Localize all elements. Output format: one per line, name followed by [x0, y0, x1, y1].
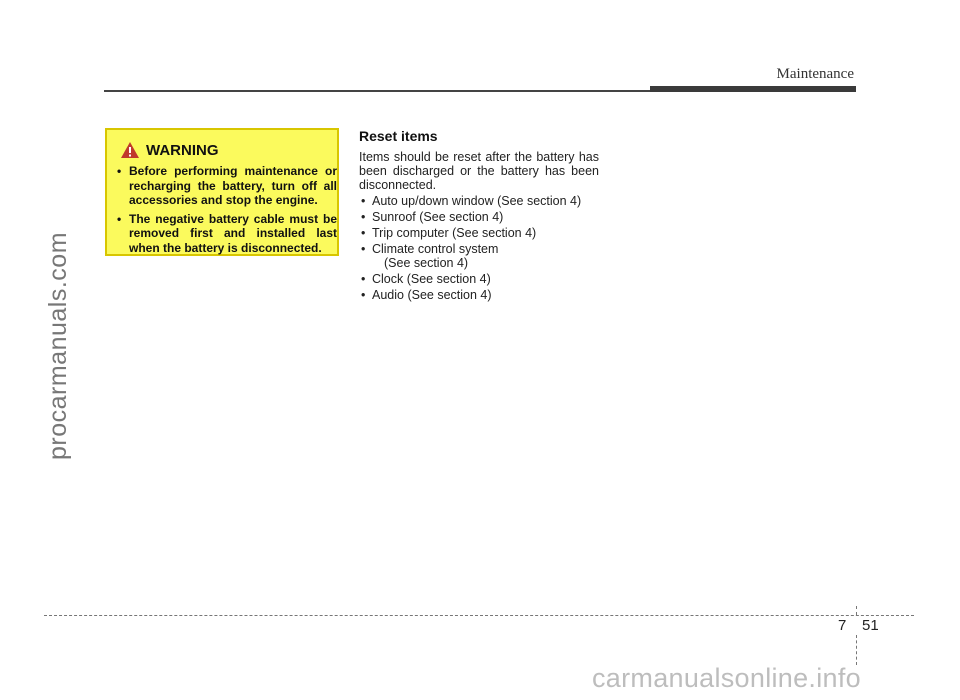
list-item-text: Sunroof (See section 4) [372, 210, 504, 224]
footer-divider-bottom [856, 635, 857, 665]
list-item-continuation: (See section 4) [384, 256, 469, 270]
list-item [359, 288, 599, 302]
side-watermark: procarmanuals.com [44, 231, 72, 460]
list-item [359, 210, 599, 224]
warning-item: • Before performing maintenance or recharging the battery, turn off all accessories and stop the engine. [111, 164, 337, 208]
warning-header [120, 140, 219, 160]
reset-items-heading: Reset items [359, 128, 438, 144]
warning-list [111, 164, 337, 259]
bottom-watermark: carmanualsonline.info [592, 663, 861, 693]
list-item-text: Auto up/down window (See section 4) [372, 194, 582, 208]
header-rule-thick [650, 86, 856, 92]
reset-items-list [359, 194, 599, 302]
section-title: Maintenance [776, 66, 854, 82]
list-item [359, 226, 599, 240]
list-item-text: Trip computer (See section 4) [372, 226, 537, 240]
header-rule-thin [104, 90, 650, 92]
warning-item: • The negative battery cable must be removed first and installed last when the battery is disconnected. [111, 212, 337, 256]
warning-triangle-icon [120, 141, 140, 159]
reset-items-intro: Items should be reset after the battery has been discharged or the battery has been disconnected. [359, 150, 599, 192]
reset-items-section [359, 128, 599, 304]
footer-dashed-rule [44, 615, 914, 616]
list-item-text: Climate control system [372, 242, 499, 256]
list-item [359, 194, 599, 208]
footer-divider-top [856, 606, 857, 615]
list-item [359, 242, 599, 270]
warning-title: WARNING [146, 141, 219, 159]
page-number: 51 [862, 617, 879, 634]
list-item-text: Clock (See section 4) [372, 272, 491, 286]
list-item [359, 272, 599, 286]
list-item-text: Audio (See section 4) [372, 288, 492, 302]
warning-box [105, 128, 339, 256]
chapter-number: 7 [838, 617, 847, 634]
